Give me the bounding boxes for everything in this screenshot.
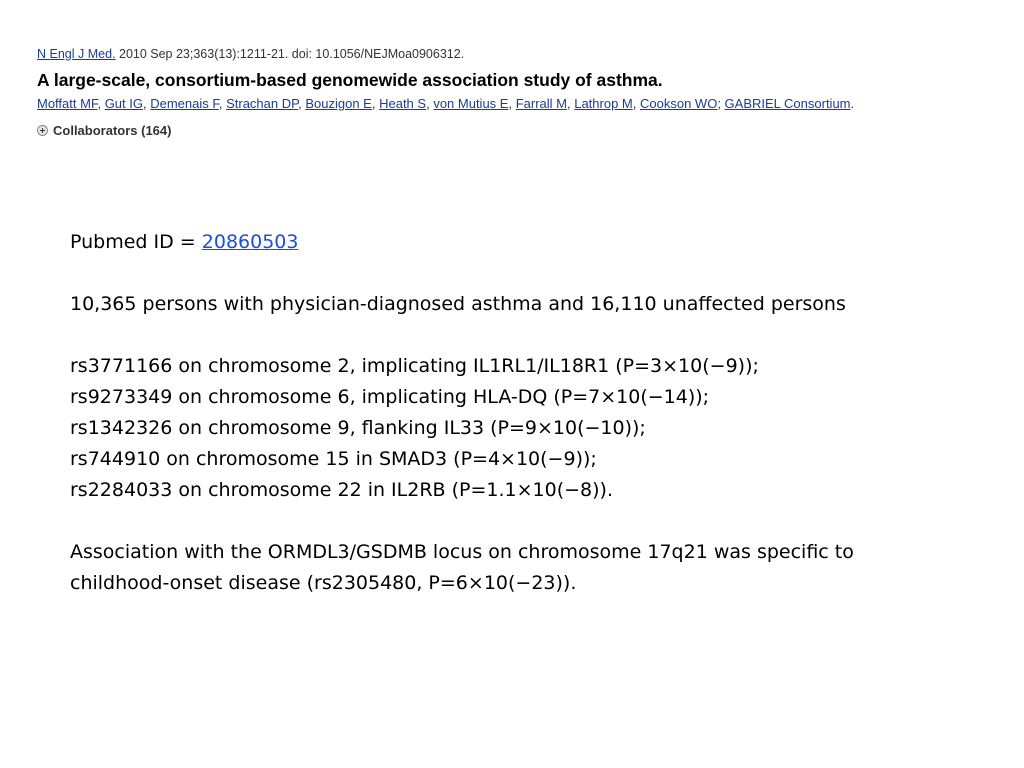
author-link[interactable]: Strachan DP — [226, 96, 299, 111]
author-link[interactable]: Gut IG — [104, 96, 143, 111]
finding-line: rs1342326 on chromosome 9, flanking IL33 (P=9×10(−10)); — [70, 417, 646, 439]
finding-line: rs2284033 on chromosome 22 in IL2RB (P=1.1×10(−8)). — [70, 479, 613, 501]
collaborators-toggle[interactable] — [37, 123, 997, 138]
author-link[interactable]: von Mutius E — [433, 96, 509, 111]
association-text: Association with the ORMDL3/GSDMB locus on chromosome 17q21 was specific to childhood-onset disease (rs2305480, P=6×10(−23)). — [70, 541, 854, 594]
collaborators-label[interactable]: Collaborators (164) — [53, 123, 172, 138]
pubmed-line — [70, 227, 870, 258]
journal-link[interactable]: N Engl J Med. — [37, 47, 116, 61]
author-link[interactable]: Farrall M — [515, 96, 567, 111]
author-link[interactable]: Lathrop M — [574, 96, 633, 111]
citation-source — [37, 46, 997, 62]
finding-line: rs3771166 on chromosome 2, implicating IL1RL1/IL18R1 (P=3×10(−9)); — [70, 355, 759, 377]
spacer — [70, 320, 870, 351]
spacer — [70, 506, 870, 537]
author-link[interactable]: Cookson WO — [640, 96, 718, 111]
finding-line: rs744910 on chromosome 15 in SMAD3 (P=4×10(−9)); — [70, 448, 597, 470]
author-link[interactable]: Heath S — [379, 96, 427, 111]
spacer — [70, 258, 870, 289]
pubmed-id-link[interactable]: 20860503 — [201, 231, 299, 253]
article-title: A large-scale, consortium-based genomewide association study of asthma. — [37, 70, 663, 90]
author-link[interactable]: Moffatt MF — [37, 96, 98, 111]
cohort-text: 10,365 persons with physician-diagnosed asthma and 16,110 unaffected persons — [70, 293, 846, 315]
author-link[interactable]: Demenais F — [150, 96, 219, 111]
plus-circle-icon[interactable] — [37, 125, 48, 136]
author-link[interactable]: Bouzigon E — [305, 96, 372, 111]
author-link[interactable]: GABRIEL Consortium — [724, 96, 851, 111]
authors-list: Moffatt MF, Gut IG, Demenais F, Strachan DP, Bouzigon E, Heath S, von Mutius E, Farrall M, Lathrop M, Cookson WO; GABRIEL Consortium. — [37, 96, 855, 111]
summary-body — [70, 227, 870, 599]
citation-header — [37, 46, 997, 138]
pubmed-prefix: Pubmed ID = — [70, 231, 202, 253]
finding-line: rs9273349 on chromosome 6, implicating HLA-DQ (P=7×10(−14)); — [70, 386, 710, 408]
citation-details: 2010 Sep 23;363(13):1211-21. doi: 10.1056/NEJMoa0906312. — [115, 47, 465, 61]
